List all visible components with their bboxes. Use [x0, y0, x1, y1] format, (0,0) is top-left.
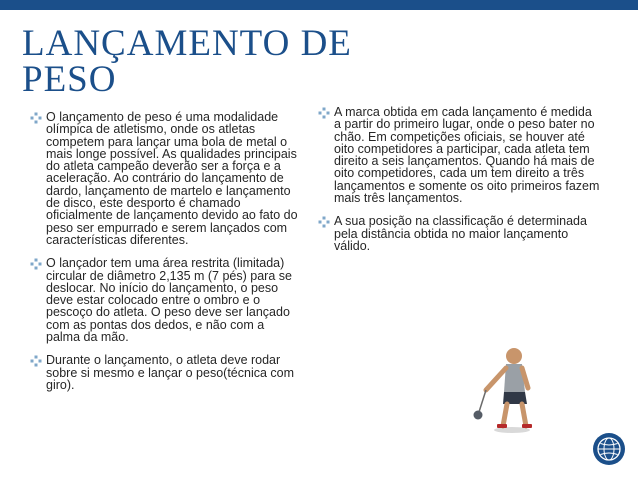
bullet-text: A sua posição na classificação é determinada pela distância obtida no maior lançamento válido.	[334, 214, 587, 253]
list-item	[318, 215, 600, 252]
list-item	[318, 106, 600, 204]
top-accent-bar	[0, 0, 638, 10]
bullet-text: A marca obtida em cada lançamento é medida a partir do primeiro lugar, onde o peso bater no chão. Em competições oficiais, se houver até oito competidores a participar, cada atleta tem direito a seis lançamentos. Quando há mais de oito competidores, cada um tem direito a três lançamentos e somente os oito primeiros fazem mais três lançamentos.	[334, 105, 600, 206]
hammer-thrower-icon	[470, 344, 540, 434]
bullet-text: Durante o lançamento, o atleta deve rodar sobre si mesmo e lançar o peso(técnica com giro).	[46, 353, 295, 392]
bullet-text: O lançamento de peso é uma modalidade olímpica de atletismo, onde os atletas competem para lançar uma bola de metal o mais longe possível. As qualidades principais do atleta campeão deverão ser a força e a aceleração. Ao contrário do lançamento de dardo, lançamento de martelo e lançamento de disco, este desporto é chamado oficialmente de lançamento devido ao fato do peso ser empurrado e serem lançados com características diferentes.	[46, 110, 298, 247]
left-bullet-list	[30, 111, 300, 402]
diamond-bullet-icon	[30, 258, 42, 270]
diamond-bullet-icon	[30, 112, 42, 124]
globe-logo-icon	[592, 432, 626, 466]
list-item	[30, 257, 300, 343]
diamond-bullet-icon	[318, 107, 330, 119]
list-item	[30, 111, 300, 246]
right-bullet-list	[318, 106, 600, 263]
bullet-text: O lançador tem uma área restrita (limitada) circular de diâmetro 2,135 m (7 pés) para se deslocar. No início do lançamento, o peso deve estar colocado entre o ombro e o pescoço do atleta. O peso deve ser lançado com as pontas dos dedos, e não com a palma da mão.	[46, 256, 292, 345]
diamond-bullet-icon	[318, 216, 330, 228]
diamond-bullet-icon	[30, 355, 42, 367]
slide-title: LANÇAMENTO DE PESO	[22, 23, 352, 100]
list-item	[30, 354, 300, 391]
